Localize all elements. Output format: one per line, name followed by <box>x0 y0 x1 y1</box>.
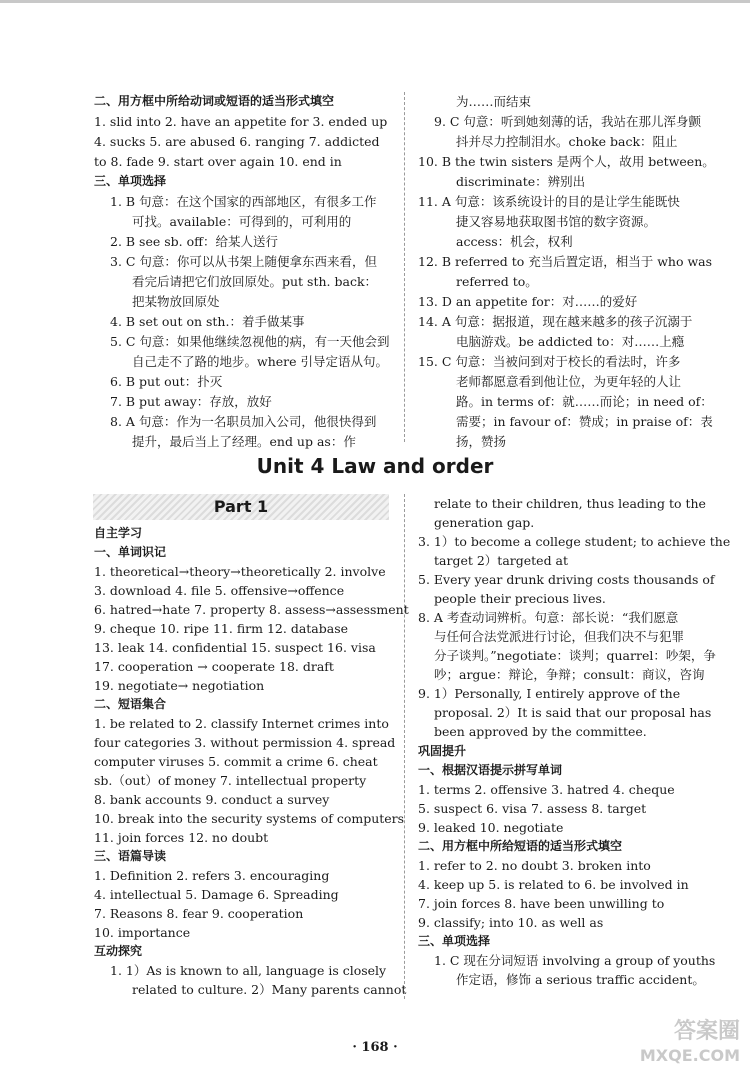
section-heading: 二、短语集合 <box>94 697 167 711</box>
answer-line: 吵；argue：辩论，争辩；consult：商议，咨询 <box>434 667 705 682</box>
section-heading: 自主学习 <box>94 526 143 540</box>
part-label-box <box>93 494 389 520</box>
unit-title: Unit 4 Law and order <box>256 454 494 478</box>
watermark-url: MXQE.COM <box>639 1046 740 1065</box>
answer-line: 4. sucks 5. are abused 6. ranging 7. addicted <box>94 134 380 149</box>
page-number: · 168 · <box>352 1040 398 1055</box>
section-heading: 三、语篇导读 <box>94 849 167 863</box>
answer-line: 3. C 句意：你可以从书架上随便拿东西来看，但 <box>110 254 377 269</box>
answer-line: 1. B 句意：在这个国家的西部地区，有很多工作 <box>110 194 377 209</box>
answer-line: 1. Definition 2. refers 3. encouraging <box>94 868 330 883</box>
answer-line: 9. classify; into 10. as well as <box>418 915 604 930</box>
answer-line: 1. terms 2. offensive 3. hatred 4. cheque <box>418 782 675 797</box>
answer-line: 10. importance <box>94 925 191 940</box>
answer-line: 12. B referred to 充当后置定语，相当于 who was <box>418 254 713 269</box>
answer-line: 看完后请把它们放回原处。put sth. back： <box>132 274 378 289</box>
answer-line: 可找。available：可得到的，可利用的 <box>132 214 352 229</box>
section-heading: 一、单词识记 <box>94 545 167 559</box>
answer-line: 1. refer to 2. no doubt 3. broken into <box>418 858 651 873</box>
answer-line: 1. be related to 2. classify Internet crimes into <box>94 716 389 731</box>
answer-line: 老师都愿意看到他让位，为更年轻的人让 <box>456 374 682 389</box>
answer-line: 4. B set out on sth.：着手做某事 <box>110 314 305 329</box>
section-heading: 一、根据汉语提示拼写单词 <box>418 763 563 777</box>
answer-line: proposal. 2）It is said that our proposal has <box>434 705 712 720</box>
answer-line: 4. keep up 5. is related to 6. be involved in <box>418 877 689 892</box>
answer-line: 6. hatred→hate 7. property 8. assess→assessment <box>94 602 409 617</box>
part-label: Part 1 <box>213 497 269 516</box>
answer-line: 13. leak 14. confidential 15. suspect 16. visa <box>94 640 376 655</box>
answer-line: 8. A 考查动词辨析。句意：部长说：“我们愿意 <box>418 610 679 625</box>
answer-line: 5. Every year drunk driving costs thousands of <box>418 572 715 587</box>
answer-line: discriminate：辨别出 <box>456 174 586 189</box>
answer-line: relate to their children, thus leading to the <box>434 496 706 511</box>
answer-line: target 2）targeted at <box>434 553 569 568</box>
answer-line: 7. Reasons 8. fear 9. cooperation <box>94 906 304 921</box>
bottom-left-column <box>94 524 409 997</box>
answer-line: 提升，最后当上了经理。end up as：作 <box>132 434 356 449</box>
answer-line: related to culture. 2）Many parents cannot <box>132 982 407 997</box>
answer-line: 电脑游戏。be addicted to：对……上瘾 <box>456 334 685 349</box>
answer-line: sb.（out）of money 7. intellectual property <box>94 773 367 788</box>
section-heading: 巩固提升 <box>418 744 467 758</box>
section-heading: 二、用方框中所给动词或短语的适当形式填空 <box>94 94 335 108</box>
answer-line: 9. cheque 10. ripe 11. firm 12. database <box>94 621 349 636</box>
answer-line: computer viruses 5. commit a crime 6. cheat <box>94 754 378 769</box>
column-divider <box>404 92 405 442</box>
answer-line: 1. theoretical→theory→theoretically 2. involve <box>94 564 386 579</box>
answer-line: 11. join forces 12. no doubt <box>94 830 269 845</box>
answer-line: 6. B put out：扑灭 <box>110 374 223 389</box>
answer-line: 19. negotiate→ negotiation <box>94 678 265 693</box>
answer-line: 1. slid into 2. have an appetite for 3. ended up <box>94 114 388 129</box>
answer-line: 捷又容易地获取图书馆的数字资源。 <box>456 214 657 229</box>
answer-line: 7. join forces 8. have been unwilling to <box>418 896 665 911</box>
answer-line: 9. C 句意：听到她刻薄的话，我站在那儿浑身颤 <box>434 114 701 129</box>
answer-line: 9. 1）Personally, I entirely approve of the <box>418 686 681 701</box>
answer-line: people their precious lives. <box>434 591 606 606</box>
answer-line: 分子谈判。”negotiate：谈判；quarrel：吵架，争 <box>434 648 716 663</box>
answer-line: 9. leaked 10. negotiate <box>418 820 564 835</box>
bottom-right-column <box>418 494 731 1004</box>
answer-line: 15. C 句意：当被问到对于校长的看法时，许多 <box>418 354 681 369</box>
answer-line: 1. C 现在分词短语 involving a group of youths <box>434 953 716 968</box>
top-right-column <box>418 92 718 449</box>
answer-line: 作定语，修饰 a serious traffic accident。 <box>456 972 705 987</box>
answer-line: 与任何合法党派进行讨论，但我们决不与犯罪 <box>434 629 685 644</box>
section-heading: 二、用方框中所给短语的适当形式填空 <box>418 839 623 853</box>
answer-line: generation gap. <box>434 515 535 530</box>
answer-line: been approved by the committee. <box>434 724 647 739</box>
answer-line: 11. A 句意：该系统设计的目的是让学生能既快 <box>418 194 680 209</box>
answer-line: 为……而结束 <box>456 94 532 109</box>
answer-line: 扬，赞扬 <box>456 434 507 449</box>
answer-line: 5. C 句意：如果他继续忽视他的病，有一天他会到 <box>110 334 390 349</box>
section-heading: 三、单项选择 <box>418 934 491 948</box>
answer-line: 10. break into the security systems of computers <box>94 811 405 826</box>
answer-line: 14. A 句意：据报道，现在越来越多的孩子沉溺于 <box>418 314 693 329</box>
top-border <box>0 0 750 3</box>
answer-line: 1. 1）As is known to all, language is closely <box>110 963 387 978</box>
answer-line: referred to。 <box>456 274 538 289</box>
answer-line: 2. B see sb. off：给某人送行 <box>110 234 279 249</box>
answer-line: 4. intellectual 5. Damage 6. Spreading <box>94 887 339 902</box>
answer-line: 8. bank accounts 9. conduct a survey <box>94 792 330 807</box>
answer-line: to 8. fade 9. start over again 10. end in <box>94 154 342 169</box>
answer-line: 需要；in favour of：赞成；in praise of：表 <box>456 414 713 429</box>
answer-line: 17. cooperation → cooperate 18. draft <box>94 659 334 674</box>
answer-line: four categories 3. without permission 4. spread <box>94 735 396 750</box>
section-heading: 互动探究 <box>94 944 143 958</box>
answer-line: 10. B the twin sisters 是两个人，故用 between。 <box>418 154 715 169</box>
watermark-logo <box>640 1020 740 1068</box>
answer-line: 3. 1）to become a college student; to achieve the <box>418 534 731 549</box>
section-heading: 三、单项选择 <box>94 174 167 188</box>
answer-line: 抖并尽力控制泪水。choke back：阻止 <box>456 134 678 149</box>
column-divider <box>404 494 405 999</box>
answer-line: 8. A 句意：作为一名职员加入公司，他很快得到 <box>110 414 377 429</box>
answer-line: 自己走不了路的地步。where 引导定语从句。 <box>132 354 388 369</box>
answer-line: 5. suspect 6. visa 7. assess 8. target <box>418 801 647 816</box>
answer-line: access：机会，权利 <box>456 234 573 249</box>
answer-line: 把某物放回原处 <box>132 294 220 309</box>
top-left-column <box>94 92 394 449</box>
answer-line: 7. B put away：存放，放好 <box>110 394 272 409</box>
answer-line: 13. D an appetite for：对……的爱好 <box>418 294 638 309</box>
answer-line: 路。in terms of：就……而论；in need of： <box>456 394 713 409</box>
watermark-text: 答案圈 <box>673 1019 740 1044</box>
answer-line: 3. download 4. file 5. offensive→offence <box>94 583 345 598</box>
